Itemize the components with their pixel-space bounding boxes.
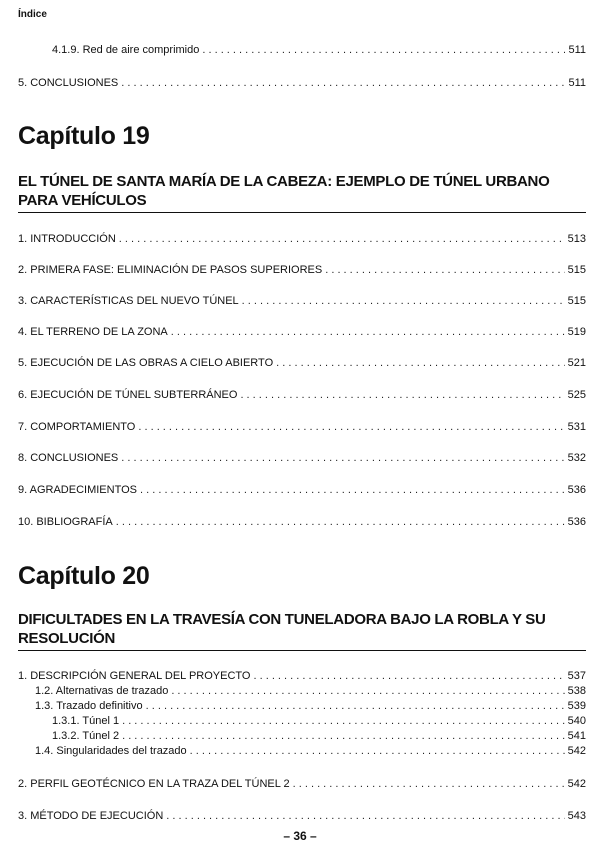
toc-entry[interactable] — [52, 714, 586, 728]
toc-entry-page: 519 — [567, 326, 586, 338]
toc-entry-label: 1.3.1. Túnel 1 — [52, 715, 120, 727]
leader-dots — [190, 744, 565, 758]
toc-entry[interactable] — [35, 744, 586, 758]
toc-entry-label: 5. EJECUCIÓN DE LAS OBRAS A CIELO ABIERTO — [18, 357, 274, 369]
toc-entry[interactable] — [18, 388, 586, 402]
chapter-19-subtitle: EL TÚNEL DE SANTA MARÍA DE LA CABEZA: EJEMPLO DE TÚNEL URBANO PARA VEHÍCULOS — [18, 173, 550, 209]
toc-entry-page: 521 — [567, 357, 586, 369]
toc-entry[interactable] — [18, 263, 586, 277]
toc-entry-page: 542 — [567, 745, 586, 757]
toc-entry-page: 540 — [567, 715, 586, 727]
toc-entry[interactable] — [35, 699, 586, 713]
chapter-19-title: Capítulo 19 — [18, 122, 150, 150]
toc-entry[interactable] — [18, 809, 586, 823]
toc-entry[interactable] — [18, 451, 586, 465]
toc-entry-page: 513 — [567, 233, 586, 245]
toc-entry-label: 4.1.9. Red de aire comprimido — [52, 44, 200, 56]
chapter-20-rule — [18, 650, 586, 651]
leader-dots — [242, 294, 565, 308]
toc-entry[interactable] — [52, 43, 586, 57]
toc-entry-label: 10. BIBLIOGRAFÍA — [18, 516, 113, 528]
toc-entry[interactable] — [18, 420, 586, 434]
leader-dots — [171, 684, 564, 698]
toc-entry-label: 4. EL TERRENO DE LA ZONA — [18, 326, 168, 338]
toc-entry-page: 511 — [568, 44, 586, 56]
toc-entry-label: 1. DESCRIPCIÓN GENERAL DEL PROYECTO — [18, 670, 251, 682]
toc-entry-page: 542 — [567, 778, 586, 790]
toc-entry-page: 536 — [567, 484, 586, 496]
leader-dots — [325, 263, 564, 277]
toc-entry[interactable] — [18, 777, 586, 791]
toc-entry-label: 3. MÉTODO DE EJECUCIÓN — [18, 810, 164, 822]
toc-entry-label: 2. PRIMERA FASE: ELIMINACIÓN DE PASOS SUPERIORES — [18, 264, 323, 276]
leader-dots — [276, 356, 565, 370]
toc-entry-page: 515 — [567, 295, 586, 307]
leader-dots — [166, 809, 564, 823]
chapter-20-subtitle: DIFICULTADES EN LA TRAVESÍA CON TUNELADORA BAJO LA ROBLA Y SU RESOLUCIÓN — [18, 611, 546, 647]
toc-entry-page: 537 — [567, 670, 586, 682]
toc-entry-label: 1.3. Trazado definitivo — [35, 700, 143, 712]
toc-entry-label: 2. PERFIL GEOTÉCNICO EN LA TRAZA DEL TÚNEL 2 — [18, 778, 290, 790]
toc-entry[interactable] — [18, 515, 586, 529]
toc-entry-label: 3. CARACTERÍSTICAS DEL NUEVO TÚNEL — [18, 295, 239, 307]
leader-dots — [116, 515, 565, 529]
running-head: Índice — [18, 9, 47, 20]
leader-dots — [253, 669, 564, 683]
toc-entry-label: 9. AGRADECIMIENTOS — [18, 484, 137, 496]
leader-dots — [146, 699, 565, 713]
leader-dots — [121, 451, 564, 465]
toc-entry[interactable] — [18, 483, 586, 497]
leader-dots — [140, 483, 565, 497]
toc-entry[interactable] — [18, 669, 586, 683]
chapter-19-rule — [18, 212, 586, 213]
toc-entry[interactable] — [18, 294, 586, 308]
leader-dots — [138, 420, 564, 434]
toc-entry-label: 6. EJECUCIÓN DE TÚNEL SUBTERRÁNEO — [18, 389, 238, 401]
toc-entry[interactable] — [35, 684, 586, 698]
leader-dots — [119, 232, 565, 246]
chapter-20-title: Capítulo 20 — [18, 562, 150, 590]
toc-entry-label: 1.4. Singularidades del trazado — [35, 745, 187, 757]
toc-entry-page: 538 — [567, 685, 586, 697]
leader-dots — [121, 76, 565, 90]
toc-entry-label: 5. CONCLUSIONES — [18, 77, 119, 89]
toc-entry-page: 531 — [567, 421, 586, 433]
toc-entry-label: 1.2. Alternativas de trazado — [35, 685, 169, 697]
toc-entry-label: 1.3.2. Túnel 2 — [52, 730, 120, 742]
toc-entry-page: 539 — [567, 700, 586, 712]
toc-entry-label: 8. CONCLUSIONES — [18, 452, 119, 464]
toc-entry-label: 1. INTRODUCCIÓN — [18, 233, 116, 245]
toc-entry-page: 525 — [567, 389, 586, 401]
toc-entry-page: 543 — [567, 810, 586, 822]
page-number: – 36 – — [283, 829, 317, 843]
leader-dots — [202, 43, 565, 57]
toc-entry[interactable] — [52, 729, 586, 743]
toc-entry[interactable] — [18, 76, 586, 90]
toc-entry[interactable] — [18, 356, 586, 370]
leader-dots — [171, 325, 565, 339]
toc-entry-label: 7. COMPORTAMIENTO — [18, 421, 136, 433]
toc-entry-page: 511 — [568, 77, 586, 89]
toc-entry[interactable] — [18, 325, 586, 339]
toc-entry-page: 536 — [567, 516, 586, 528]
toc-entry-page: 532 — [567, 452, 586, 464]
leader-dots — [122, 729, 565, 743]
toc-entry-page: 515 — [567, 264, 586, 276]
toc-entry[interactable] — [18, 232, 586, 246]
leader-dots — [122, 714, 565, 728]
leader-dots — [240, 388, 564, 402]
toc-entry-page: 541 — [567, 730, 586, 742]
leader-dots — [293, 777, 565, 791]
